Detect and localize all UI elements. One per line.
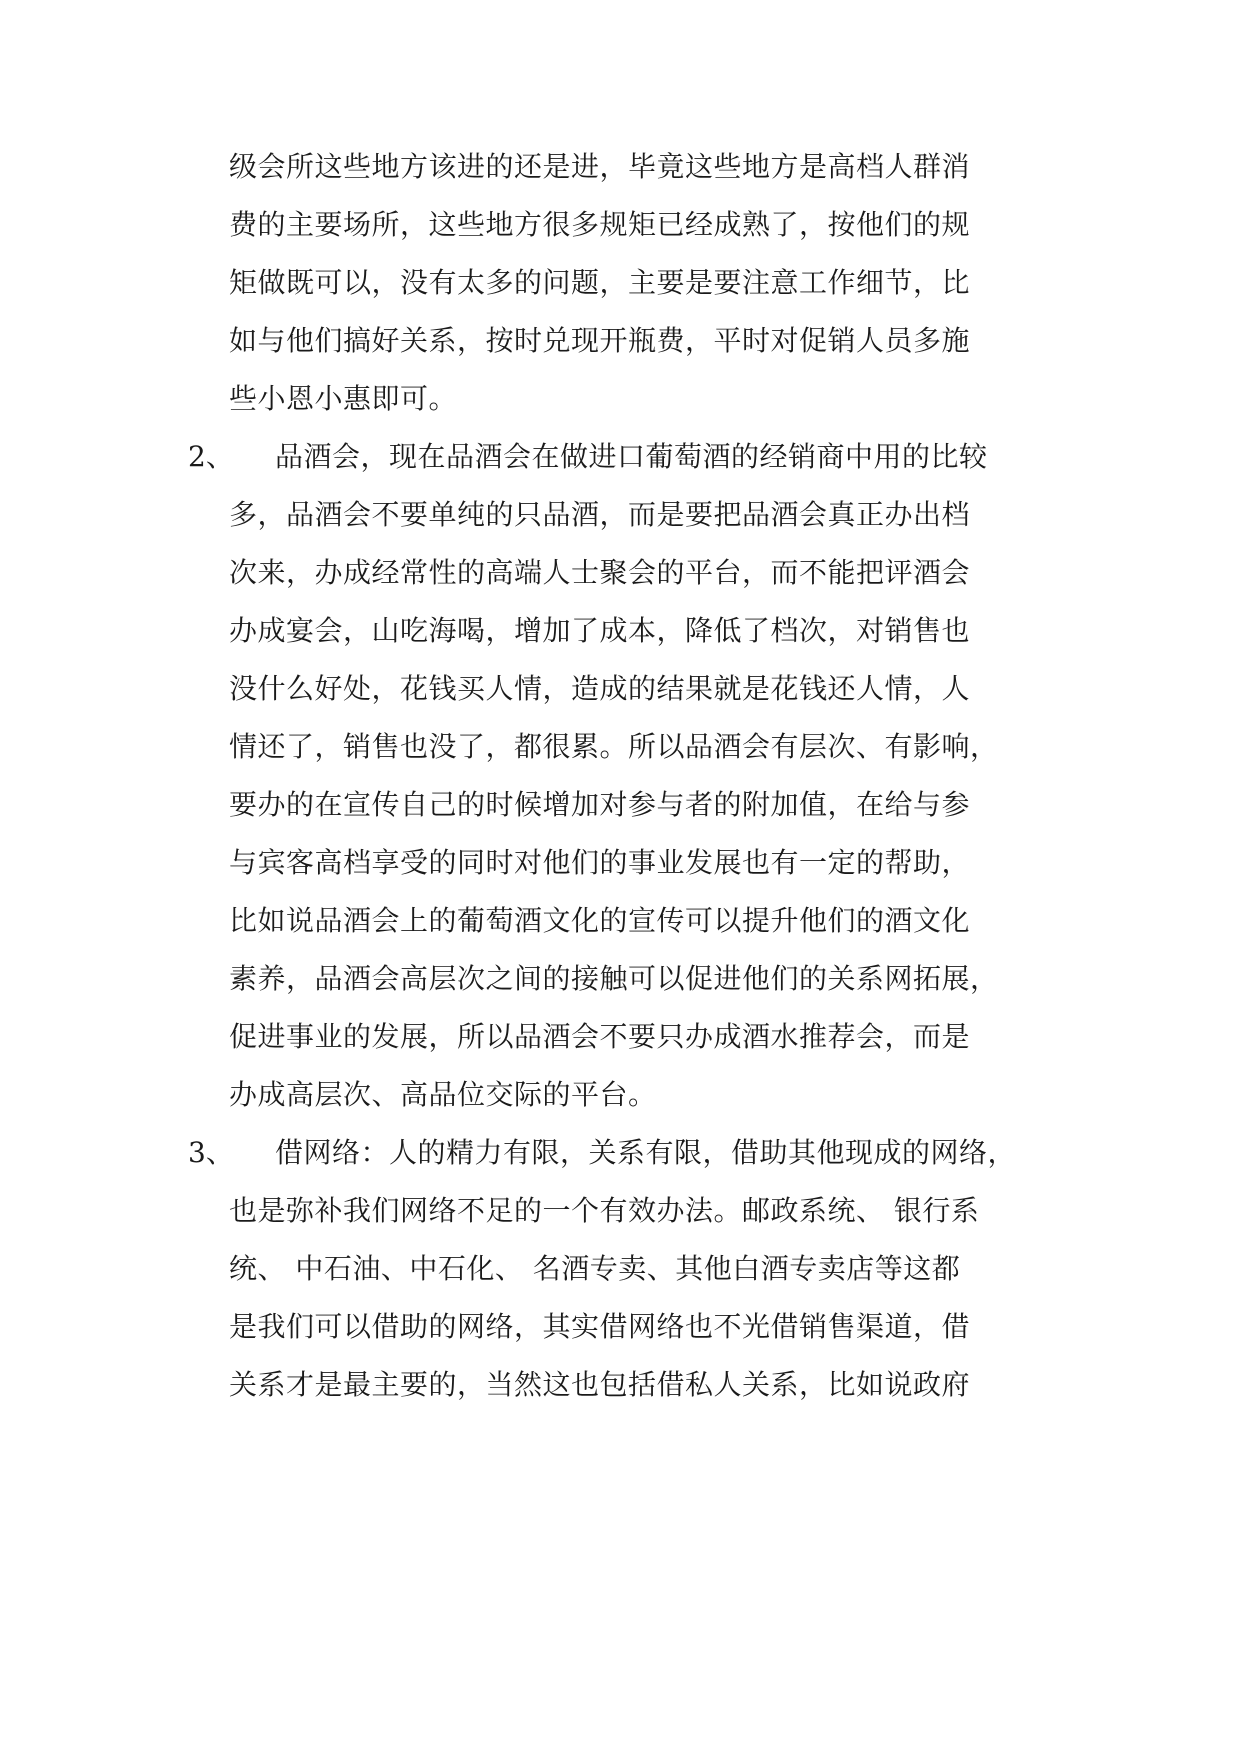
intro-line: 些小恩小惠即可。: [229, 382, 458, 415]
list-item-line: 也是弥补我们网络不足的一个有效办法。邮政系统、 银行系: [229, 1194, 980, 1227]
list-item-line: 素养，品酒会高层次之间的接触可以促进他们的关系网拓展，: [229, 962, 999, 995]
list-item-line: 是我们可以借助的网络，其实借网络也不光借销售渠道，借: [229, 1310, 971, 1343]
list-item-lead: 品酒会，现在品酒会在做进口葡萄酒的经销商中用的比较: [275, 440, 988, 473]
list-item-lead: 借网络：人的精力有限，关系有限，借助其他现成的网络，: [275, 1136, 1017, 1169]
list-item-line: 统、 中石油、中石化、 名酒专卖、其他白酒专卖店等这都: [229, 1252, 961, 1285]
list-item-marker: 2、: [188, 440, 234, 473]
intro-line: 矩做既可以，没有太多的问题，主要是要注意工作细节，比: [229, 266, 971, 299]
list-item-line: 关系才是最主要的，当然这也包括借私人关系，比如说政府: [229, 1368, 971, 1401]
list-item-line: 比如说品酒会上的葡萄酒文化的宣传可以提升他们的酒文化: [229, 904, 971, 937]
list-item-line: 要办的在宣传自己的时候增加对参与者的附加值，在给与参: [229, 788, 971, 821]
list-item-line: 与宾客高档享受的同时对他们的事业发展也有一定的帮助，: [229, 846, 971, 879]
list-item-line: 促进事业的发展，所以品酒会不要只办成酒水推荐会，而是: [229, 1020, 971, 1053]
list-item-marker: 3、: [188, 1136, 234, 1169]
intro-line: 如与他们搞好关系，按时兑现开瓶费，平时对促销人员多施: [229, 324, 971, 357]
list-item-line: 办成宴会，山吃海喝，增加了成本，降低了档次，对销售也: [229, 614, 971, 647]
list-item-line: 次来，办成经常性的高端人士聚会的平台，而不能把评酒会: [229, 556, 971, 589]
intro-line: 费的主要场所，这些地方很多规矩已经成熟了，按他们的规: [229, 208, 971, 241]
list-item-line: 情还了，销售也没了，都很累。所以品酒会有层次、有影响，: [229, 730, 999, 763]
list-item-line: 办成高层次、高品位交际的平台。: [229, 1078, 657, 1111]
intro-line: 级会所这些地方该进的还是进，毕竟这些地方是高档人群消: [229, 150, 971, 183]
list-item-line: 多，品酒会不要单纯的只品酒，而是要把品酒会真正办出档: [229, 498, 971, 531]
list-item-line: 没什么好处，花钱买人情，造成的结果就是花钱还人情，人: [229, 672, 971, 705]
